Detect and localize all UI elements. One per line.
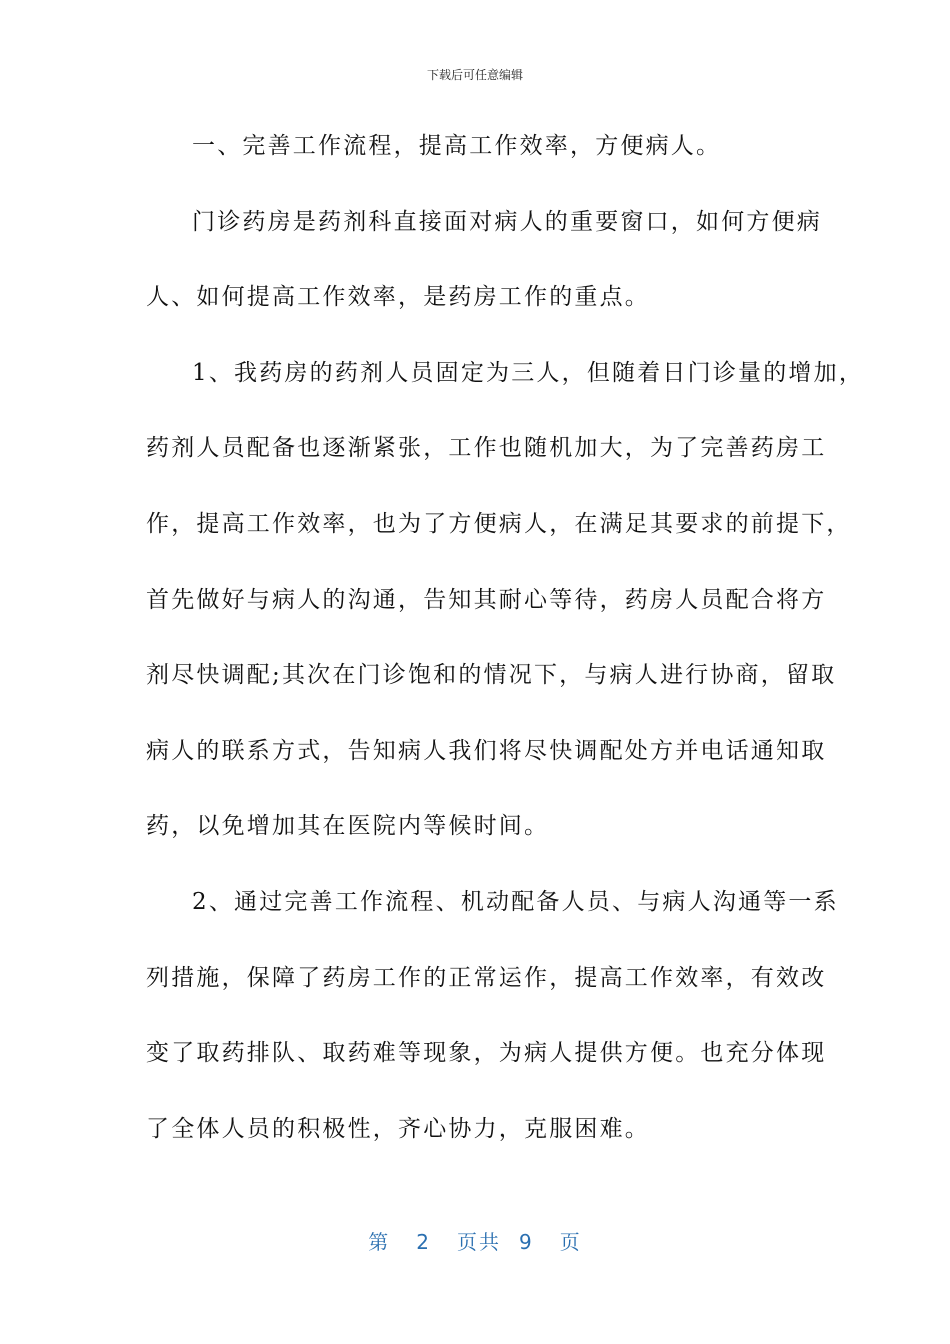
header-note: 下载后可任意编辑 <box>426 68 523 82</box>
paragraph-line: 人、如何提高工作效率，是药房工作的重点。 <box>146 284 650 311</box>
paragraph-line: 列措施，保障了药房工作的正常运作，提高工作效率，有效改 <box>146 964 827 991</box>
paragraph-line: 药剂人员配备也逐渐紧张，工作也随机加大，为了完善药房工 <box>146 435 827 462</box>
paragraph-line: 了全体人员的积极性，齐心协力，克服困难。 <box>146 1115 650 1142</box>
page-prefix: 第 <box>368 1230 391 1254</box>
paragraph-line: 药，以免增加其在医院内等候时间。 <box>146 813 550 840</box>
page-footer <box>0 1226 950 1255</box>
page-middle: 页共 <box>457 1230 501 1254</box>
page-suffix: 页 <box>559 1230 582 1254</box>
paragraph-line: 2、通过完善工作流程、机动配备人员、与病人沟通等一系 <box>192 888 839 915</box>
page-total: 9 <box>519 1230 534 1254</box>
section-heading: 一、完善工作流程，提高工作效率，方便病人。 <box>192 133 722 159</box>
paragraph-line: 1、我药房的药剂人员固定为三人，但随着日门诊量的增加， <box>192 359 865 386</box>
paragraph-line: 剂尽快调配;其次在门诊饱和的情况下，与病人进行协商，留取 <box>146 662 837 689</box>
paragraph-line: 门诊药房是药剂科直接面对病人的重要窗口，如何方便病 <box>192 208 822 235</box>
paragraph-line: 病人的联系方式，告知病人我们将尽快调配处方并电话通知取 <box>146 737 827 764</box>
paragraph-line: 变了取药排队、取药难等现象，为病人提供方便。也充分体现 <box>146 1040 827 1067</box>
document-body <box>146 127 865 1185</box>
paragraph-line: 作，提高工作效率，也为了方便病人，在满足其要求的前提下， <box>146 510 852 537</box>
paragraph-line: 首先做好与病人的沟通，告知其耐心等待，药房人员配合将方 <box>146 586 827 613</box>
page-number: 2 <box>416 1230 431 1254</box>
